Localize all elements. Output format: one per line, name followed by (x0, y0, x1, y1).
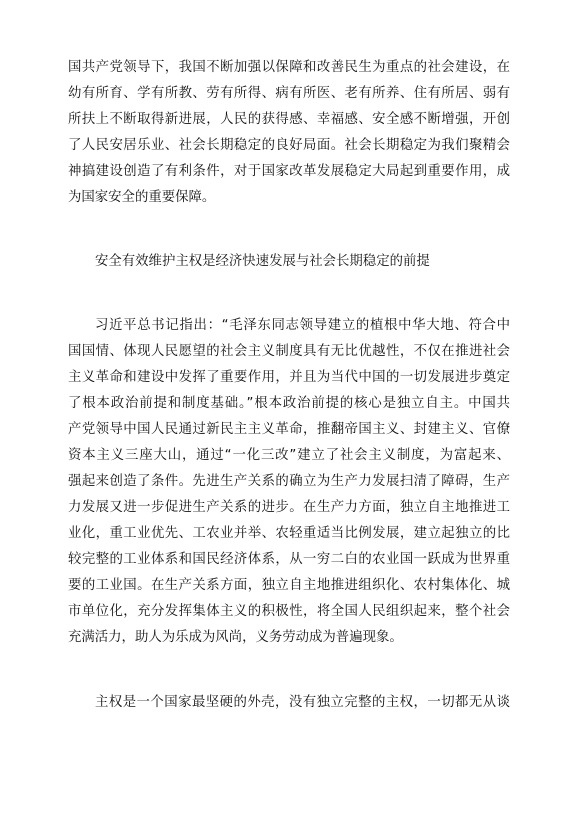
text-line: 了根本政治前提和制度基础。”根本政治前提的核心是独立自主。中国共 (68, 396, 510, 411)
text-line: 为国家安全的重要保障。 (68, 190, 216, 205)
text-line: 市单位化，充分发挥集体主义的积极性，将全国人民组织起来，整个社会 (68, 604, 510, 619)
text-line: 力发展又进一步促进生产关系的进步。在生产力方面，独立自主地推进工 (68, 500, 510, 515)
paragraph-sovereignty-quote (68, 313, 510, 651)
text-line: 所扶上不断取得新进展，人民的获得感、幸福感、安全感不断增强，开创 (68, 112, 510, 127)
text-line: 国共产党领导下，我国不断加强以保障和改善民生为重点的社会建设，在 (68, 60, 510, 75)
text-line: 充满活力，助人为乐成为风尚，义务劳动成为普遍现象。 (68, 630, 403, 645)
text-line: 幼有所育、学有所教、劳有所得、病有所医、老有所养、住有所居、弱有 (68, 86, 510, 101)
paragraph-social-stability (68, 55, 510, 211)
text-line: 较完整的工业体系和国民经济体系，从一穷二白的农业国一跃成为世界重 (68, 552, 510, 567)
section-heading: 安全有效维护主权是经济快速发展与社会长期稳定的前提 (95, 254, 430, 269)
text-line: 资本主义三座大山，通过“一化三改”建立了社会主义制度，为富起来、 (68, 448, 510, 463)
text-line: 习近平总书记指出：“毛泽东同志领导建立的植根中华大地、符合中 (95, 318, 510, 333)
document-body (68, 55, 510, 716)
text-line: 神搞建设创造了有利条件，对于国家改革发展稳定大局起到重要作用，成 (68, 164, 510, 179)
text-line: 主义革命和建设中发挥了重要作用，并且为当代中国的一切发展进步奠定 (68, 370, 510, 385)
text-line: 了人民安居乐业、社会长期稳定的良好局面。社会长期稳定为我们聚精会 (68, 138, 510, 153)
text-line: 业化，重工业优先、工农业并举、农轻重适当比例发展，建立起独立的比 (68, 526, 510, 541)
text-line: 产党领导中国人民通过新民主主义革命，推翻帝国主义、封建主义、官僚 (68, 422, 510, 437)
paragraph-sovereignty-shell (68, 690, 510, 716)
text-line: 国国情、体现人民愿望的社会主义制度具有无比优越性，不仅在推进社会 (68, 344, 510, 359)
text-line: 强起来创造了条件。先进生产关系的确立为生产力发展扫清了障碍，生产 (68, 474, 510, 489)
text-line: 要的工业国。在生产关系方面，独立自主地推进组织化、农村集体化、城 (68, 578, 510, 593)
text-line: 主权是一个国家最坚硬的外壳，没有独立完整的主权，一切都无从谈 (95, 695, 510, 710)
